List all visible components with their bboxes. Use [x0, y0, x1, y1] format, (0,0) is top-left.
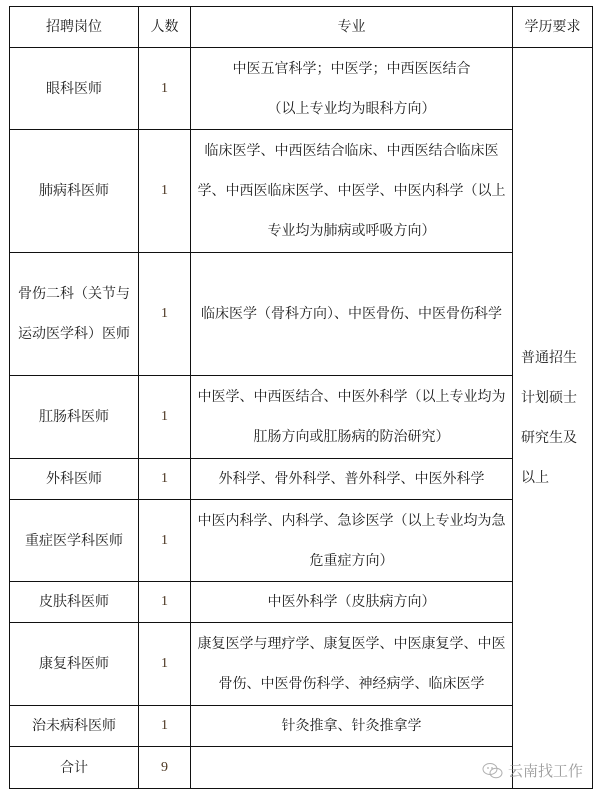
watermark-text: 云南找工作 [508, 762, 584, 780]
cell-position: 治未病科医师 [10, 706, 139, 747]
cell-major: 中医学、中西医结合、中医外科学（以上专业均为肛肠方向或肛肠病的防治研究） [191, 376, 513, 459]
header-position: 招聘岗位 [10, 7, 139, 48]
table-row [10, 459, 593, 500]
table-row [10, 623, 593, 706]
cell-count: 1 [139, 706, 191, 747]
wechat-icon [482, 762, 504, 780]
cell-position: 重症医学科医师 [10, 500, 139, 582]
cell-count: 1 [139, 253, 191, 376]
cell-major: 中医外科学（皮肤病方向） [191, 582, 513, 623]
watermark [482, 760, 583, 781]
total-label: 合计 [10, 747, 139, 789]
total-major-empty [191, 747, 513, 789]
table-row [10, 706, 593, 747]
cell-count: 1 [139, 130, 191, 253]
table-row [10, 376, 593, 459]
cell-count: 1 [139, 500, 191, 582]
table-row [10, 130, 593, 253]
header-major: 专业 [191, 7, 513, 48]
table-row [10, 582, 593, 623]
cell-position: 康复科医师 [10, 623, 139, 706]
header-count: 人数 [139, 7, 191, 48]
cell-major: 中医内科学、内科学、急诊医学（以上专业均为急危重症方向） [191, 500, 513, 582]
cell-position: 骨伤二科（关节与运动医学科）医师 [10, 253, 139, 376]
table-row [10, 48, 593, 130]
cell-major: 针灸推拿、针灸推拿学 [191, 706, 513, 747]
cell-position: 肛肠科医师 [10, 376, 139, 459]
cell-count: 1 [139, 623, 191, 706]
table-row [10, 500, 593, 582]
cell-major: 中医五官科学；中医学；中西医医结合（以上专业均为眼科方向） [191, 48, 513, 130]
recruitment-table [9, 6, 593, 789]
header-education: 学历要求 [513, 7, 593, 48]
cell-major: 临床医学（骨科方向）、中医骨伤、中医骨伤科学 [191, 253, 513, 376]
cell-count: 1 [139, 48, 191, 130]
table-row [10, 253, 593, 376]
cell-major: 临床医学、中西医结合临床、中西医结合临床医学、中西医临床医学、中医学、中医内科学（以上专业均为肺病或呼吸方向） [191, 130, 513, 253]
cell-count: 1 [139, 582, 191, 623]
cell-count: 1 [139, 376, 191, 459]
cell-education: 普通招生计划硕士研究生及以上 [513, 48, 593, 789]
cell-major: 外科学、骨外科学、普外科学、中医外科学 [191, 459, 513, 500]
cell-position: 肺病科医师 [10, 130, 139, 253]
cell-count: 1 [139, 459, 191, 500]
cell-position: 外科医师 [10, 459, 139, 500]
cell-position: 皮肤科医师 [10, 582, 139, 623]
cell-major: 康复医学与理疗学、康复医学、中医康复学、中医骨伤、中医骨伤科学、神经病学、临床医学 [191, 623, 513, 706]
table-header-row [10, 7, 593, 48]
total-count: 9 [139, 747, 191, 789]
cell-position: 眼科医师 [10, 48, 139, 130]
